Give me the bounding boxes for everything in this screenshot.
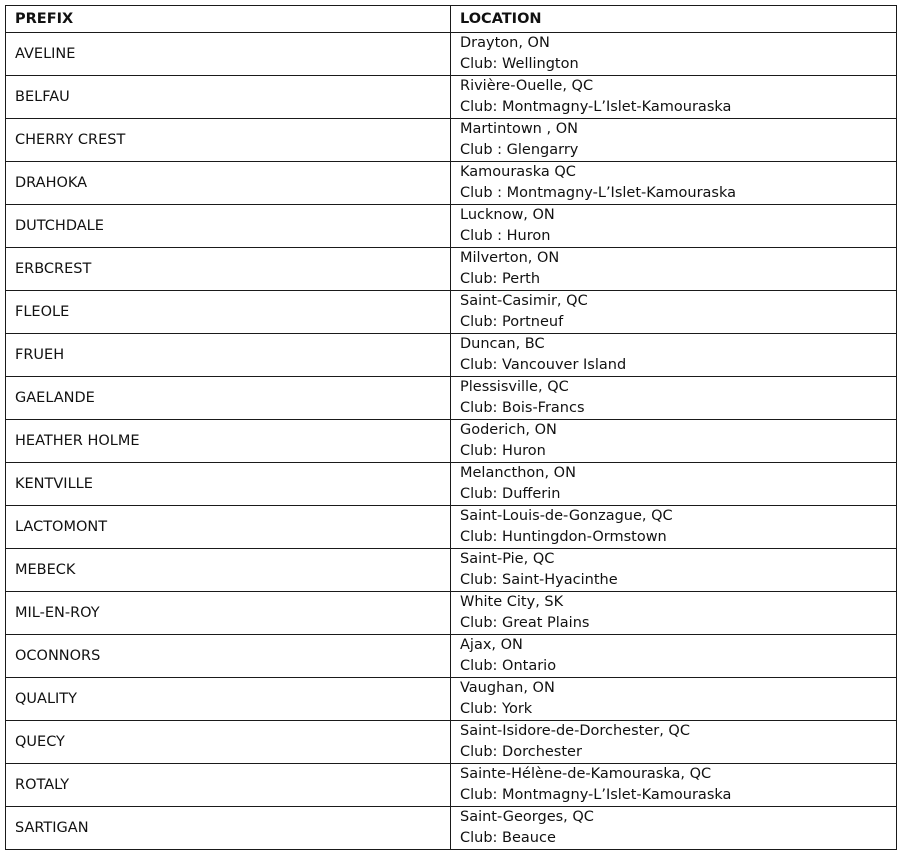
- prefix-cell: GAELANDE: [6, 377, 451, 420]
- location-cell: [451, 420, 897, 463]
- location-city: Duncan, BC: [460, 336, 545, 352]
- location-city: Saint-Louis-de-Gonzague, QC: [460, 508, 673, 524]
- table-row: [6, 377, 897, 420]
- location-cell: [451, 592, 897, 635]
- location-club: Club: Ontario: [460, 658, 557, 674]
- location-cell: [451, 248, 897, 291]
- table-row: [6, 76, 897, 119]
- location-city: Goderich, ON: [460, 422, 557, 438]
- location-column-header: LOCATION: [451, 6, 897, 33]
- location-city: Vaughan, ON: [460, 680, 555, 696]
- location-cell: [451, 678, 897, 721]
- location-city: Plessisville, QC: [460, 379, 569, 395]
- location-city: Milverton, ON: [460, 250, 560, 266]
- table-row: [6, 807, 897, 850]
- prefix-cell: ROTALY: [6, 764, 451, 807]
- location-cell: [451, 377, 897, 420]
- location-club: Club: Vancouver Island: [460, 357, 627, 373]
- location-city: Sainte-Hélène-de-Kamouraska, QC: [460, 766, 712, 782]
- location-cell: [451, 162, 897, 205]
- prefix-cell: QUECY: [6, 721, 451, 764]
- location-city: Drayton, ON: [460, 35, 550, 51]
- location-cell: [451, 635, 897, 678]
- location-club: Club: Great Plains: [460, 615, 590, 631]
- location-city: Ajax, ON: [460, 637, 523, 653]
- table-row: [6, 119, 897, 162]
- table-row: [6, 248, 897, 291]
- location-city: Saint-Isidore-de-Dorchester, QC: [460, 723, 690, 739]
- table-row: [6, 420, 897, 463]
- location-city: White City, SK: [460, 594, 564, 610]
- location-club: Club : Montmagny-L’Islet-Kamouraska: [460, 185, 737, 201]
- table-row: [6, 506, 897, 549]
- location-club: Club : Huron: [460, 228, 551, 244]
- location-club: Club: Saint-Hyacinthe: [460, 572, 618, 588]
- header-row: [6, 6, 897, 33]
- location-cell: [451, 721, 897, 764]
- location-cell: [451, 76, 897, 119]
- table-row: [6, 334, 897, 377]
- location-club: Club: Montmagny-L’Islet-Kamouraska: [460, 99, 732, 115]
- table-row: [6, 678, 897, 721]
- prefix-cell: FRUEH: [6, 334, 451, 377]
- table-row: [6, 549, 897, 592]
- table-body: [6, 33, 897, 850]
- location-club: Club: Huntingdon-Ormstown: [460, 529, 667, 545]
- prefix-cell: DUTCHDALE: [6, 205, 451, 248]
- prefix-cell: HEATHER HOLME: [6, 420, 451, 463]
- location-city: Saint-Georges, QC: [460, 809, 594, 825]
- prefix-cell: KENTVILLE: [6, 463, 451, 506]
- prefix-cell: LACTOMONT: [6, 506, 451, 549]
- location-club: Club: Dorchester: [460, 744, 582, 760]
- location-club: Club: Wellington: [460, 56, 579, 72]
- location-cell: [451, 549, 897, 592]
- location-city: Rivière-Ouelle, QC: [460, 78, 594, 94]
- table-row: [6, 291, 897, 334]
- prefix-cell: BELFAU: [6, 76, 451, 119]
- location-club: Club: Perth: [460, 271, 541, 287]
- location-city: Saint-Casimir, QC: [460, 293, 588, 309]
- location-cell: [451, 463, 897, 506]
- prefix-cell: FLEOLE: [6, 291, 451, 334]
- table-row: [6, 33, 897, 76]
- prefix-cell: QUALITY: [6, 678, 451, 721]
- prefix-cell: CHERRY CREST: [6, 119, 451, 162]
- location-club: Club: Bois-Francs: [460, 400, 585, 416]
- location-city: Kamouraska QC: [460, 164, 576, 180]
- location-club: Club : Glengarry: [460, 142, 579, 158]
- prefix-cell: ERBCREST: [6, 248, 451, 291]
- location-cell: [451, 506, 897, 549]
- location-cell: [451, 807, 897, 850]
- table-row: [6, 635, 897, 678]
- location-club: Club: Huron: [460, 443, 546, 459]
- location-club: Club: York: [460, 701, 533, 717]
- location-city: Martintown , ON: [460, 121, 578, 137]
- location-club: Club: Montmagny-L’Islet-Kamouraska: [460, 787, 732, 803]
- location-club: Club: Beauce: [460, 830, 556, 846]
- prefix-cell: OCONNORS: [6, 635, 451, 678]
- location-city: Lucknow, ON: [460, 207, 555, 223]
- prefix-cell: AVELINE: [6, 33, 451, 76]
- prefix-cell: DRAHOKA: [6, 162, 451, 205]
- location-city: Melancthon, ON: [460, 465, 576, 481]
- prefix-location-table: [5, 5, 897, 850]
- prefix-cell: MIL-EN-ROY: [6, 592, 451, 635]
- location-city: Saint-Pie, QC: [460, 551, 555, 567]
- location-cell: [451, 764, 897, 807]
- prefix-cell: SARTIGAN: [6, 807, 451, 850]
- table-row: [6, 592, 897, 635]
- table-row: [6, 764, 897, 807]
- location-cell: [451, 205, 897, 248]
- location-club: Club: Dufferin: [460, 486, 561, 502]
- location-cell: [451, 119, 897, 162]
- location-cell: [451, 291, 897, 334]
- location-cell: [451, 334, 897, 377]
- location-cell: [451, 33, 897, 76]
- table-row: [6, 162, 897, 205]
- table-row: [6, 463, 897, 506]
- location-club: Club: Portneuf: [460, 314, 564, 330]
- table-row: [6, 205, 897, 248]
- table-row: [6, 721, 897, 764]
- prefix-column-header: PREFIX: [6, 6, 451, 33]
- prefix-cell: MEBECK: [6, 549, 451, 592]
